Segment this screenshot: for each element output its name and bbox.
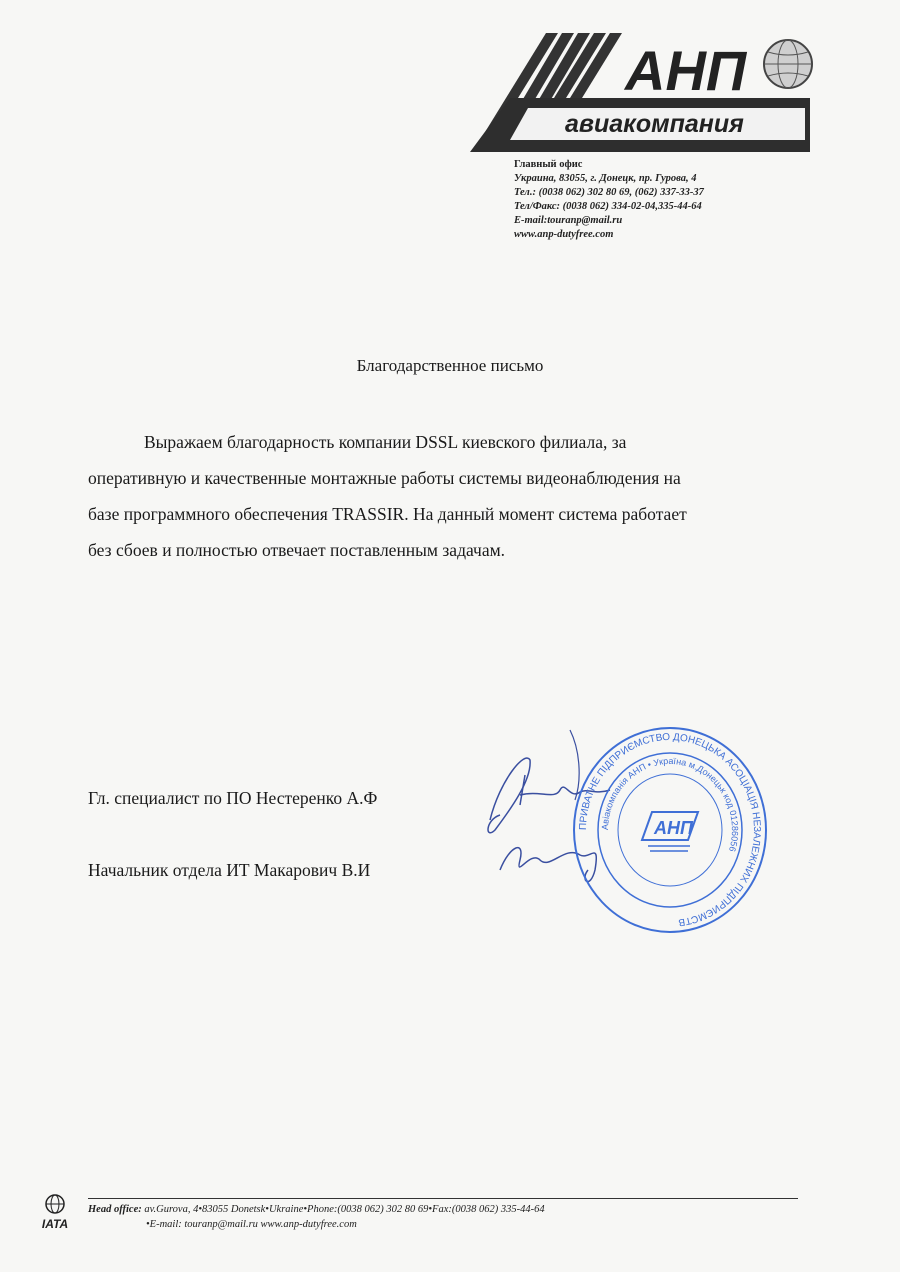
footer-address: av.Gurova, 4•83055 Donetsk•Ukraine•Phone:(0038 062) 302 80 69•Fax:(0038 062) 335-44-64 <box>144 1204 545 1215</box>
office-fax: Тел/Факс: (0038 062) 334-02-04,335-44-64 <box>514 201 702 212</box>
iata-label: IATA <box>41 1217 69 1231</box>
office-website: www.anp-dutyfree.com <box>514 229 614 240</box>
body-line: базе программного обеспечения TRASSIR. На данный момент система работает <box>88 504 687 524</box>
office-address-line: Украина, 83055, г. Донецк, пр. Гурова, 4 <box>514 173 697 184</box>
office-phone: Тел.: (0038 062) 302 80 69, (062) 337-33-37 <box>514 187 704 198</box>
logo-graphic <box>470 28 820 158</box>
stamp-inner-text: Авіакомпанія АНП • Україна м.Донецьк код 01286056 <box>599 755 741 853</box>
logo-name: АНП <box>625 39 747 102</box>
body-line: оперативную и качественные монтажные работы системы видеонаблюдения на <box>88 468 681 488</box>
signatory-2: Начальник отдела ИТ Макарович В.И <box>88 860 371 880</box>
letter-footer <box>88 1202 545 1232</box>
svg-text:Авіакомпанія АНП • Україна м.Д <box>600 756 740 853</box>
signatory-1: Гл. специалист по ПО Нестеренко А.Ф <box>88 788 378 808</box>
iata-logo <box>20 1192 90 1234</box>
stamp-logo-icon <box>642 812 698 851</box>
company-stamp <box>570 720 770 940</box>
body-line: без сбоев и полностью отвечает поставленным задачам. <box>88 540 506 560</box>
letter-body <box>88 424 828 568</box>
footer-contacts: •E-mail: touranp@mail.ru www.anp-dutyfree.com <box>146 1219 357 1230</box>
company-logo <box>470 28 820 158</box>
letter-title: Благодарственное письмо <box>356 356 544 375</box>
stamp-logo-name: АНП <box>654 818 693 838</box>
body-line: Выражаем благодарность компании DSSL киевского филиала, за <box>144 432 627 452</box>
office-address <box>514 158 704 242</box>
footer-head-office-label: Head office: <box>88 1204 142 1215</box>
footer-divider <box>88 1198 798 1199</box>
stamp-outer-text: ПРИВАТНЕ ПІДПРИЄМСТВО ДОНЕЦЬКА АСОЦІАЦІЯ НЕЗАЛЕЖНИХ ПІДПРИЄМСТВ <box>577 731 763 928</box>
office-label: Главный офис <box>514 159 583 170</box>
office-email: E-mail:touranp@mail.ru <box>514 215 623 226</box>
logo-subtitle: авиакомпания <box>565 110 744 138</box>
